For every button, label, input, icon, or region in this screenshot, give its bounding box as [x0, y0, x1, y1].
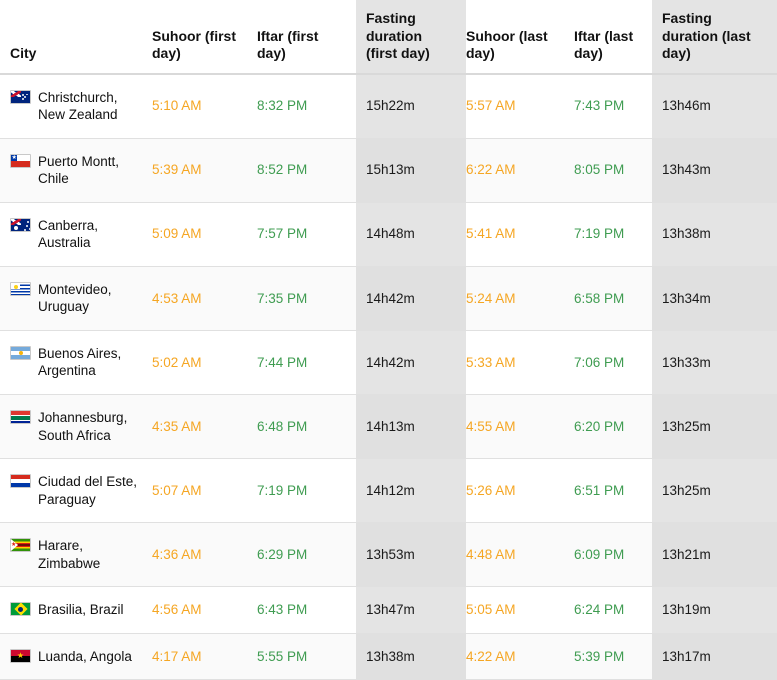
column-header-suhoor-first-day: Suhoor (first day) — [152, 0, 257, 74]
cell-duration-last: 13h34m — [652, 266, 777, 330]
cell-iftar-first: 8:32 PM — [257, 74, 356, 139]
city-label: Ciudad del Este, Paraguay — [38, 474, 138, 507]
cell-duration-last: 13h25m — [652, 394, 777, 458]
cell-suhoor-first: 5:09 AM — [152, 202, 257, 266]
cell-suhoor-first: 4:36 AM — [152, 523, 257, 587]
cell-iftar-last: 6:58 PM — [574, 266, 652, 330]
table-header — [0, 0, 777, 74]
cell-iftar-last: 8:05 PM — [574, 138, 652, 202]
column-header-fasting-duration-first-day: Fasting duration (first day) — [356, 0, 466, 74]
cell-duration-last: 13h21m — [652, 523, 777, 587]
city-label: Montevideo, Uruguay — [38, 281, 112, 315]
cell-duration-last: 13h46m — [652, 74, 777, 139]
cell-iftar-first: 7:57 PM — [257, 202, 356, 266]
cell-iftar-first: 7:19 PM — [257, 459, 356, 523]
cell-duration-first: 14h42m — [356, 330, 466, 394]
table-row — [0, 394, 777, 458]
cell-iftar-last: 6:20 PM — [574, 394, 652, 458]
cell-suhoor-first: 4:56 AM — [152, 587, 257, 634]
cell-suhoor-last: 5:24 AM — [466, 266, 574, 330]
cell-city — [0, 74, 152, 139]
cell-duration-last: 13h25m — [652, 459, 777, 523]
australia-flag-icon — [10, 218, 31, 232]
cell-city — [0, 394, 152, 458]
table-row — [0, 587, 777, 634]
city-label: Buenos Aires, Argentina — [38, 345, 122, 379]
table-row — [0, 523, 777, 587]
cell-city — [0, 459, 152, 523]
cell-suhoor-last: 4:55 AM — [466, 394, 574, 458]
chile-flag-icon — [10, 154, 31, 168]
cell-suhoor-last: 5:33 AM — [466, 330, 574, 394]
city-label: Luanda, Angola — [38, 648, 132, 664]
table-body — [0, 74, 777, 680]
cell-iftar-first: 7:44 PM — [257, 330, 356, 394]
cell-iftar-last: 6:09 PM — [574, 523, 652, 587]
column-header-fasting-duration-last-day: Fasting duration (last day) — [652, 0, 777, 74]
city-label: Harare, Zimbabwe — [38, 538, 101, 571]
uruguay-flag-icon — [10, 282, 31, 296]
cell-suhoor-first: 4:17 AM — [152, 633, 257, 680]
cell-duration-first: 14h12m — [356, 459, 466, 523]
cell-suhoor-last: 4:22 AM — [466, 633, 574, 680]
cell-duration-first: 14h48m — [356, 202, 466, 266]
cell-suhoor-last: 5:05 AM — [466, 587, 574, 634]
new-zealand-flag-icon — [10, 90, 31, 104]
south-africa-flag-icon — [10, 410, 31, 424]
cell-iftar-first: 7:35 PM — [257, 266, 356, 330]
cell-city — [0, 330, 152, 394]
cell-duration-first: 13h38m — [356, 633, 466, 680]
cell-iftar-first: 6:43 PM — [257, 587, 356, 634]
cell-city — [0, 633, 152, 680]
table-row — [0, 138, 777, 202]
cell-iftar-last: 6:24 PM — [574, 587, 652, 634]
table-row — [0, 202, 777, 266]
cell-suhoor-last: 4:48 AM — [466, 523, 574, 587]
cell-duration-first: 14h42m — [356, 266, 466, 330]
cell-duration-last: 13h38m — [652, 202, 777, 266]
cell-iftar-last: 6:51 PM — [574, 459, 652, 523]
cell-iftar-last: 7:06 PM — [574, 330, 652, 394]
paraguay-flag-icon — [10, 474, 31, 488]
table-row — [0, 459, 777, 523]
cell-suhoor-first: 4:35 AM — [152, 394, 257, 458]
table-row — [0, 266, 777, 330]
angola-flag-icon — [10, 649, 31, 663]
cell-iftar-first: 5:55 PM — [257, 633, 356, 680]
cell-duration-last: 13h43m — [652, 138, 777, 202]
cell-duration-first: 15h13m — [356, 138, 466, 202]
zimbabwe-flag-icon — [10, 538, 31, 552]
cell-iftar-first: 6:48 PM — [257, 394, 356, 458]
cell-duration-first: 13h53m — [356, 523, 466, 587]
cell-suhoor-first: 5:10 AM — [152, 74, 257, 139]
city-label: Puerto Montt, Chile — [38, 153, 120, 187]
argentina-flag-icon — [10, 346, 31, 360]
cell-city — [0, 587, 152, 634]
table-row — [0, 633, 777, 680]
cell-city — [0, 138, 152, 202]
table-header-row — [0, 0, 777, 74]
cell-city — [0, 523, 152, 587]
cell-iftar-last: 7:43 PM — [574, 74, 652, 139]
cell-duration-last: 13h17m — [652, 633, 777, 680]
cell-iftar-last: 5:39 PM — [574, 633, 652, 680]
city-label: Christchurch, New Zealand — [38, 89, 118, 123]
cell-iftar-last: 7:19 PM — [574, 202, 652, 266]
column-header-suhoor-last-day: Suhoor (last day) — [466, 0, 574, 74]
cell-suhoor-last: 5:57 AM — [466, 74, 574, 139]
column-header-iftar-first-day: Iftar (first day) — [257, 0, 356, 74]
cell-suhoor-first: 4:53 AM — [152, 266, 257, 330]
column-header-city: City — [0, 0, 152, 74]
brazil-flag-icon — [10, 602, 31, 616]
table-row — [0, 74, 777, 139]
cell-suhoor-last: 5:26 AM — [466, 459, 574, 523]
cell-duration-last: 13h19m — [652, 587, 777, 634]
cell-suhoor-first: 5:02 AM — [152, 330, 257, 394]
cell-duration-last: 13h33m — [652, 330, 777, 394]
cell-duration-first: 15h22m — [356, 74, 466, 139]
cell-suhoor-first: 5:39 AM — [152, 138, 257, 202]
cell-duration-first: 13h47m — [356, 587, 466, 634]
cell-suhoor-last: 5:41 AM — [466, 202, 574, 266]
cell-suhoor-last: 6:22 AM — [466, 138, 574, 202]
column-header-iftar-last-day: Iftar (last day) — [574, 0, 652, 74]
cell-iftar-first: 8:52 PM — [257, 138, 356, 202]
cell-city — [0, 202, 152, 266]
cell-duration-first: 14h13m — [356, 394, 466, 458]
city-label: Brasilia, Brazil — [38, 602, 124, 618]
cell-suhoor-first: 5:07 AM — [152, 459, 257, 523]
cell-iftar-first: 6:29 PM — [257, 523, 356, 587]
city-label: Johannesburg, South Africa — [38, 409, 128, 443]
cell-city — [0, 266, 152, 330]
table-row — [0, 330, 777, 394]
city-label: Canberra, Australia — [38, 217, 99, 251]
